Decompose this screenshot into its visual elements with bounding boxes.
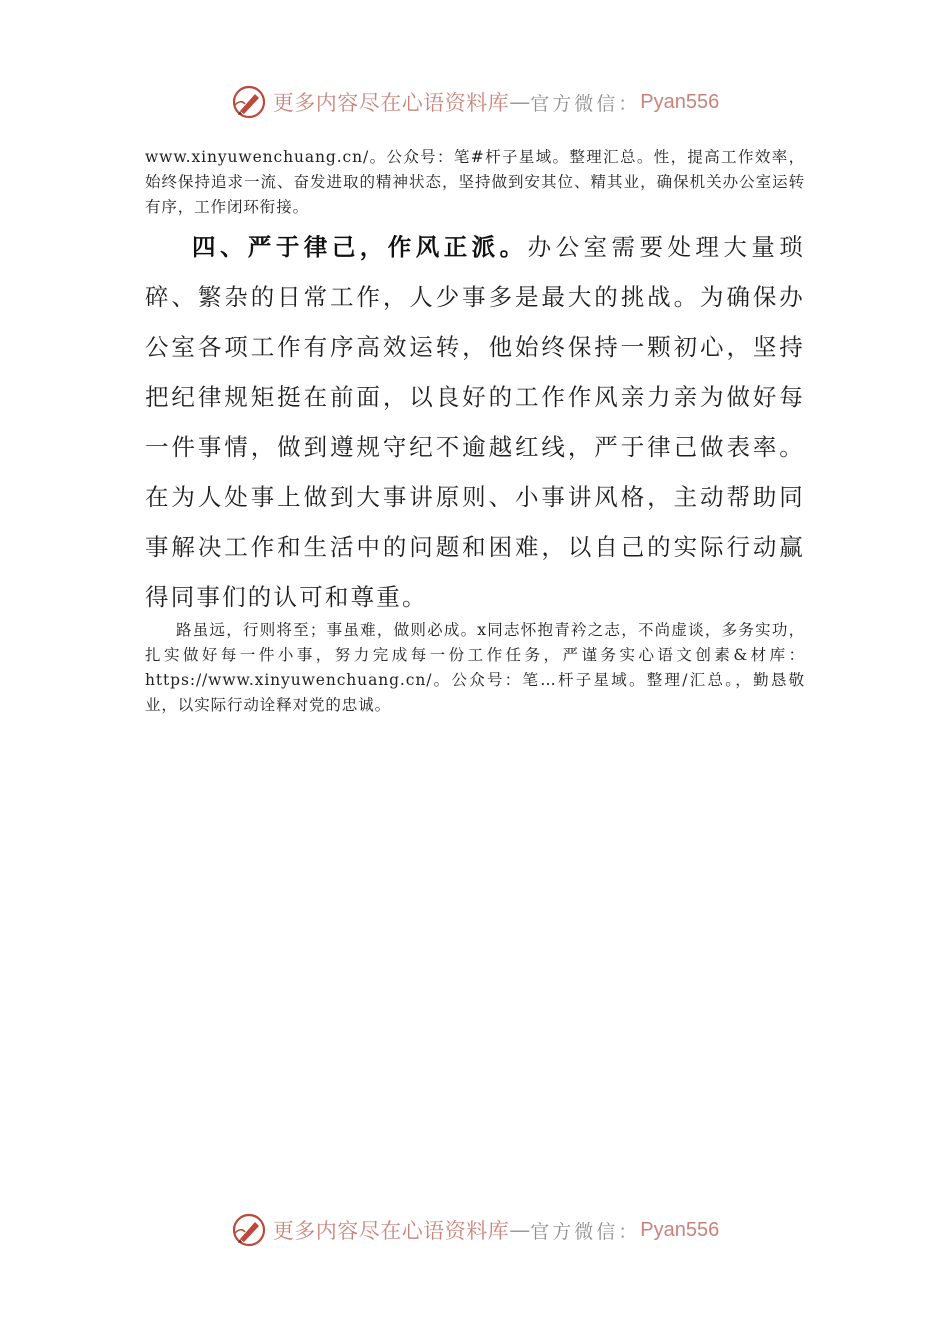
wechat-label: 官方微信： <box>530 1220 641 1243</box>
paragraph-intro: www.xinyuwenchuang.cn/。公众号：笔#杆子星域。整理汇总。性，提高工作效率，始终保持追求一流、奋发进取的精神状态，坚持做到安其位、精其业，确保机关办公室运转有序，工作闭环衔接。 <box>145 148 805 216</box>
footer-banner <box>0 1210 950 1250</box>
header-banner <box>0 82 950 122</box>
paragraph-closing: 路虽远，行则将至；事虽难，做则必成。x同志怀抱青衿之志，不尚虚谈，多务实功，扎实做好每一件小事，努力完成每一份工作任务，严谨务实心语文创素&材库：https://www.xinyuwenchuang.cn/。公众号：笔…杆子星域。整理/汇总。，勤恳敬业，以实际行动诠释对党的忠诚。 <box>145 621 805 714</box>
pen-logo-icon <box>231 84 267 120</box>
banner-dash: — <box>509 1218 531 1242</box>
wechat-id: Pyan556 <box>640 1218 720 1241</box>
section-body: 办公室需要处理大量琐碎、繁杂的日常工作，人少事多是最大的挑战。为确保办公室各项工作有序高效运转，他始终保持一颗初心，坚持把纪律规矩挺在前面，以良好的工作作风亲力亲为做好每一件事情，做到遵规守纪不逾越红线，严于律己做表率。在为人处事上做到大事讲原则、小事讲风格，主动帮助同事解决工作和生活中的问题和困难，以自己的实际行动赢得同事们的认可和尊重。 <box>145 233 806 611</box>
pen-logo-icon <box>231 1212 267 1248</box>
brand-text: 更多内容尽在心语资料库 <box>272 91 510 115</box>
brand-text: 更多内容尽在心语资料库 <box>272 1219 510 1243</box>
wechat-id: Pyan556 <box>640 90 720 113</box>
paragraph-section-four <box>145 222 805 622</box>
wechat-label: 官方微信： <box>530 92 641 115</box>
section-heading: 四、严于律己，作风正派。 <box>192 233 528 261</box>
banner-dash: — <box>509 90 531 114</box>
